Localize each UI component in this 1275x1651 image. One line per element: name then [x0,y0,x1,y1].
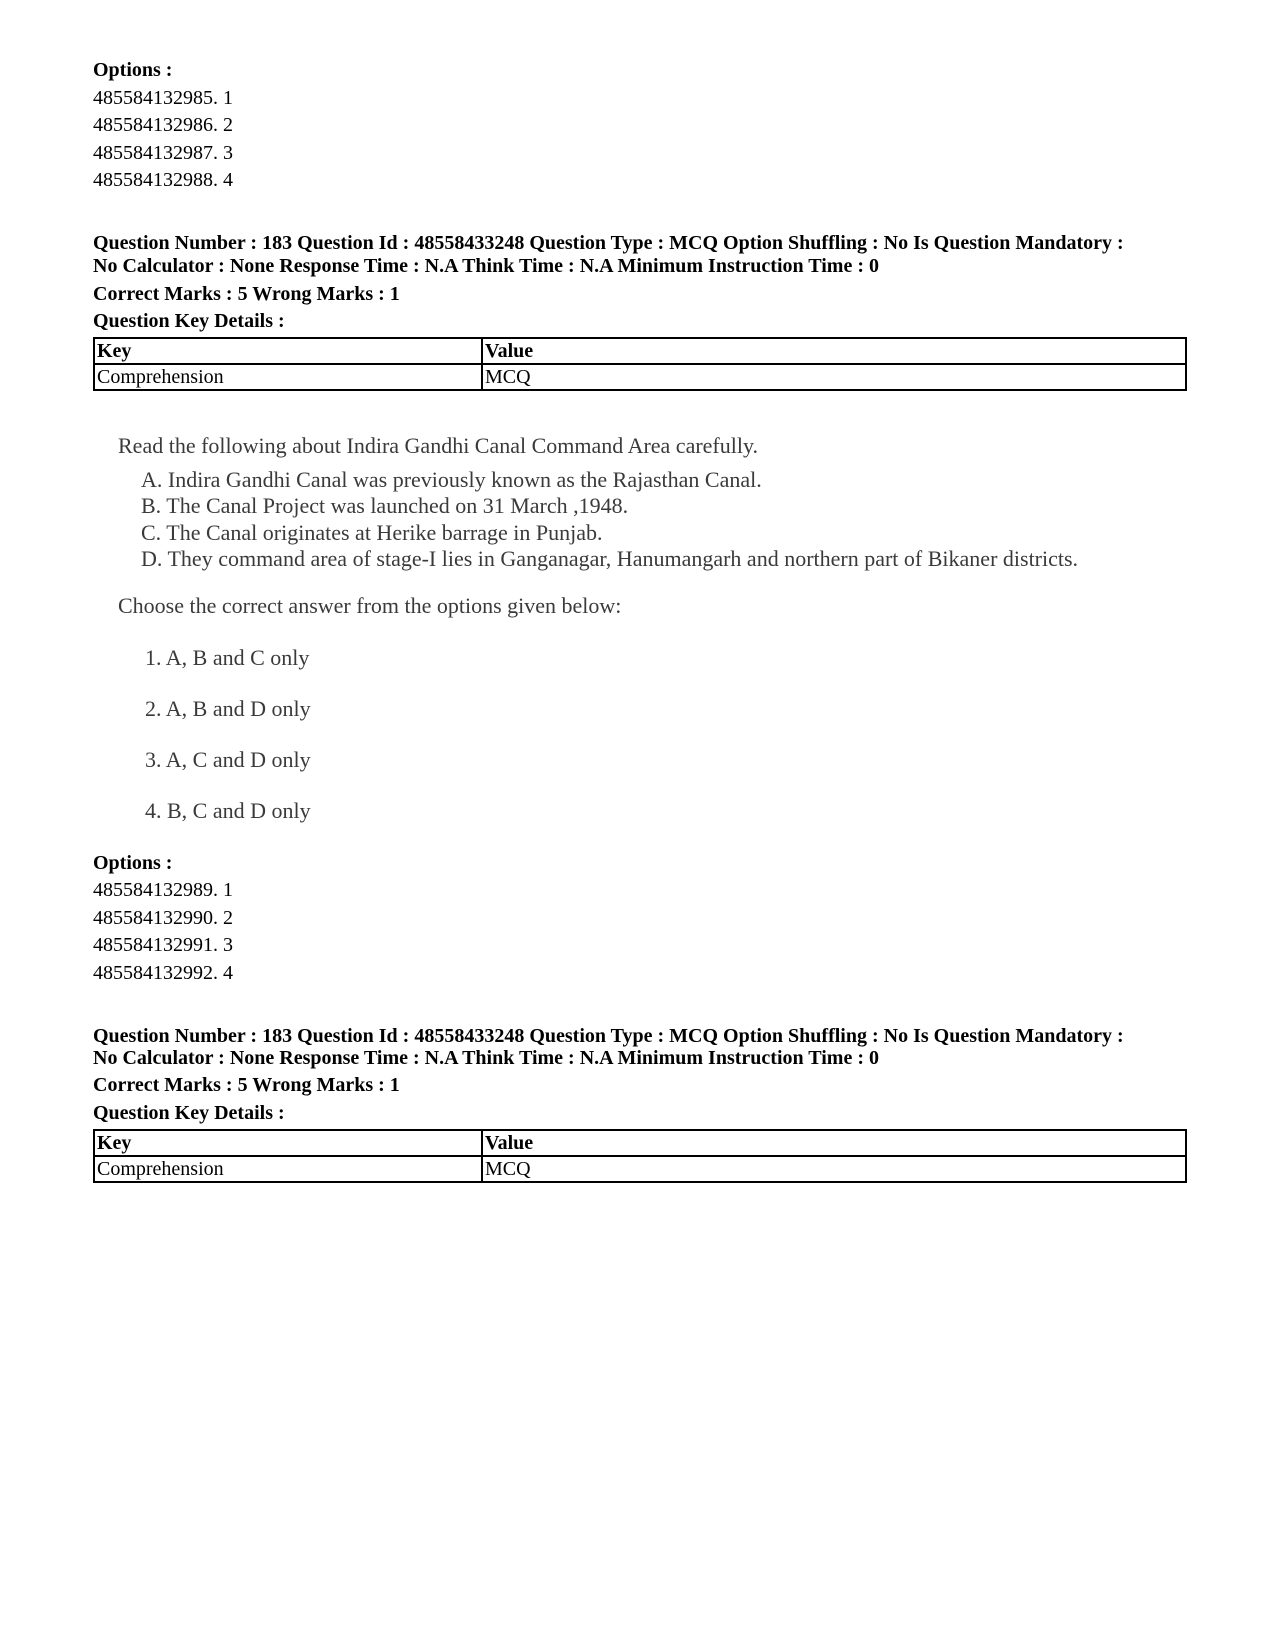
statement-b: B. The Canal Project was launched on 31 March ,1948. [141,493,629,518]
key-details-heading: Question Key Details : [93,310,285,332]
question-body [93,425,1193,875]
question-marks: Correct Marks : 5 Wrong Marks : 1 [93,1074,400,1096]
answer-choice-4: 4. B, C and D only [145,798,311,823]
table-header-row [94,1130,1186,1156]
option-item: 485584132991. 3 [93,934,233,956]
table-header-key: Key [94,1130,482,1156]
answer-choice-1: 1. A, B and C only [145,645,310,670]
table-cell-key: Comprehension [94,364,482,390]
table-cell-key: Comprehension [94,1156,482,1182]
table-cell-value: MCQ [482,364,1186,390]
option-item: 485584132988. 4 [93,169,233,191]
option-item: 485584132989. 1 [93,879,233,901]
table-header-value: Value [482,1130,1186,1156]
statement-c: C. The Canal originates at Herike barrage in Punjab. [141,520,603,545]
answer-choice-3: 3. A, C and D only [145,747,311,772]
key-details-heading: Question Key Details : [93,1102,285,1124]
key-details-table [93,337,1187,391]
choose-instruction: Choose the correct answer from the options given below: [118,593,622,618]
table-row [94,1156,1186,1182]
table-header-value: Value [482,338,1186,364]
option-item: 485584132986. 2 [93,114,233,136]
question-meta-line1: Question Number : 183 Question Id : 48558433248 Question Type : MCQ Option Shuffling : No Is Question Mandatory : [93,1025,1124,1047]
option-item: 485584132990. 2 [93,907,233,929]
question-intro: Read the following about Indira Gandhi Canal Command Area carefully. [118,433,759,458]
table-header-row [94,338,1186,364]
options-heading: Options : [93,59,173,81]
question-meta-line1: Question Number : 183 Question Id : 48558433248 Question Type : MCQ Option Shuffling : No Is Question Mandatory : [93,232,1124,254]
table-row [94,364,1186,390]
table-cell-value: MCQ [482,1156,1186,1182]
statement-d: D. They command area of stage-I lies in Ganganagar, Hanumangarh and northern part of Bikaner districts. [141,546,1079,571]
answer-choice-2: 2. A, B and D only [145,696,311,721]
option-item: 485584132987. 3 [93,142,233,164]
option-item: 485584132992. 4 [93,962,233,984]
options-heading: Options : [93,852,173,874]
key-details-table [93,1129,1187,1183]
question-meta-line2: No Calculator : None Response Time : N.A Think Time : N.A Minimum Instruction Time : 0 [93,1047,879,1069]
question-meta-line2: No Calculator : None Response Time : N.A Think Time : N.A Minimum Instruction Time : 0 [93,255,879,277]
option-item: 485584132985. 1 [93,87,233,109]
statement-a: A. Indira Gandhi Canal was previously known as the Rajasthan Canal. [141,467,762,492]
table-header-key: Key [94,338,482,364]
question-marks: Correct Marks : 5 Wrong Marks : 1 [93,283,400,305]
